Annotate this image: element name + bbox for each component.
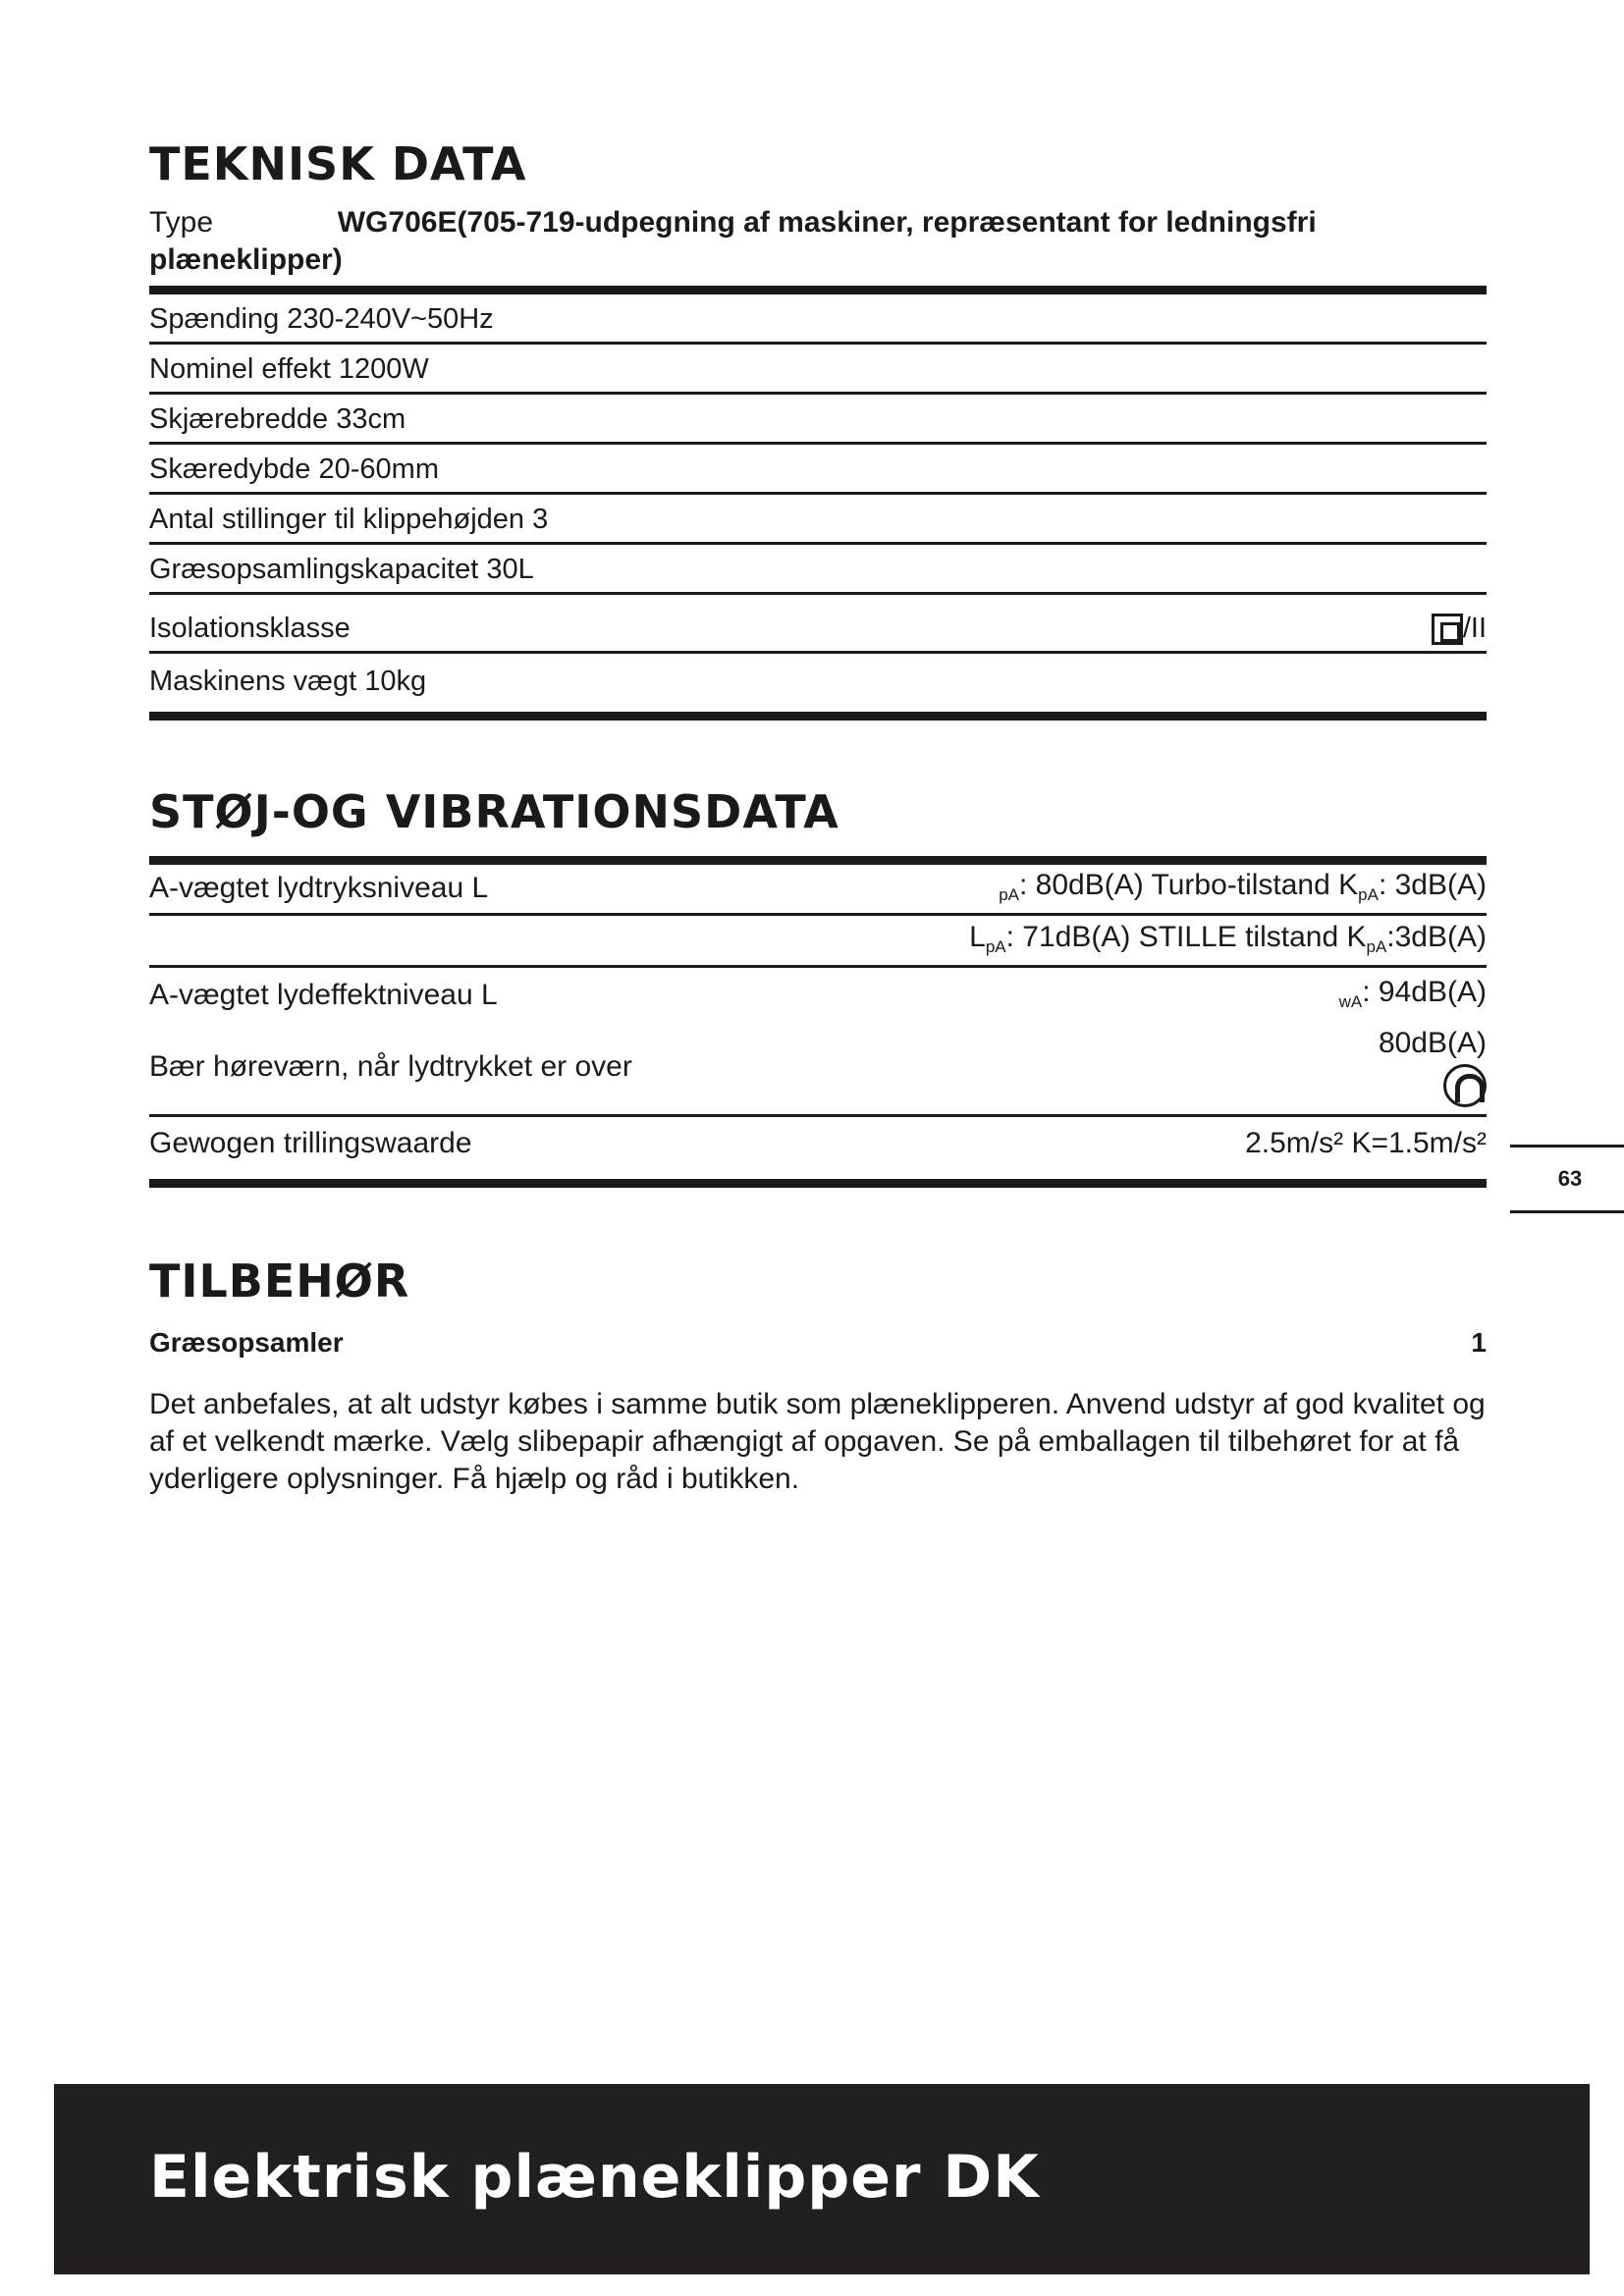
spec-row-grass-capacity: Græsopsamlingskapacitet 30L: [149, 545, 1487, 595]
noise-row-vibration: [149, 1117, 1487, 1164]
noise-row-power: A-vægtet lydeffektniveau L $_{wA}$: 94dB(A): [149, 976, 1487, 1011]
hearing-label: Bær høreværn, når lydtrykket er over: [149, 1050, 632, 1083]
insulation-label: Isolationsklasse: [149, 613, 351, 644]
accessories-heading: TILBEHØR: [149, 1255, 410, 1308]
accessory-item: [149, 1327, 1487, 1359]
footer-bar: [54, 2084, 1590, 2274]
footer-title: Elektrisk plæneklipper DK: [149, 2143, 1040, 2212]
table-top-rule: [149, 286, 1487, 294]
accessory-item-qty: 1: [1471, 1327, 1487, 1358]
noise-bottom-rule: [149, 1179, 1487, 1188]
spec-row-insulation: [149, 595, 1487, 654]
pressure-label: A-vægtet lydtryksniveau L: [149, 872, 489, 904]
accessories-paragraph: Det anbefales, at alt udstyr købes i samme butik som plæneklipperen. Anvend udstyr af god kvalitet og af et velkendt mærke. Vælg slibepapir afhængigt af opgaven. Se på emballagen til tilbehøret for at få yderligere oplysninger. Få hjælp og råd i butikken.: [149, 1388, 1486, 1495]
noise-row-hearing: [149, 1020, 1487, 1117]
hearing-protection-icon: [1443, 1064, 1487, 1107]
noise-row-silent: $L_{pA}$: 71dB(A) STILLE tilstand $K_{pA}:3dB(A)$: [149, 916, 1487, 968]
spec-row-cut-width: Skjærebredde 33cm: [149, 395, 1487, 445]
type-value: WG706E(705-719-udpegning af maskiner, repræsentant for ledningsfri plæneklipper): [149, 206, 1317, 276]
noise-row-pressure: A-vægtet lydtryksniveau L $_{pA}$: 80dB(A) Turbo-tilstand $K_{pA}$: 3dB(A): [149, 865, 1487, 916]
type-line: [149, 204, 1487, 279]
accessory-item-label: Græsopsamler: [149, 1327, 344, 1358]
technical-table: [149, 294, 1487, 704]
spec-row-power: Nominel effekt 1200W: [149, 345, 1487, 395]
noise-heading: STØJ-OG VIBRATIONSDATA: [149, 785, 839, 838]
spec-row-height-positions: Antal stillinger til klippehøjden 3: [149, 495, 1487, 545]
hearing-value: 80dB(A): [1378, 1027, 1487, 1059]
technical-data-heading: TEKNISK DATA: [149, 137, 527, 190]
double-insulation-icon: [1432, 614, 1463, 645]
insulation-value: /II: [1462, 612, 1487, 644]
table-bottom-rule: [149, 712, 1487, 721]
spec-row-cut-depth: Skæredybde 20-60mm: [149, 445, 1487, 495]
vibration-value: 2.5m/s² K=1.5m/s²: [1245, 1127, 1487, 1159]
page-number: 63: [1510, 1145, 1624, 1213]
type-label: Type: [149, 206, 214, 239]
vibration-label: Gewogen trillingswaarde: [149, 1127, 472, 1159]
spec-row-weight: Maskinens vægt 10kg: [149, 666, 427, 697]
spec-row-voltage: Spænding 230-240V~50Hz: [149, 294, 1487, 345]
noise-table: [149, 865, 1487, 1164]
noise-top-rule: [149, 856, 1487, 865]
power-label: A-vægtet lydeffektniveau L: [149, 979, 498, 1011]
